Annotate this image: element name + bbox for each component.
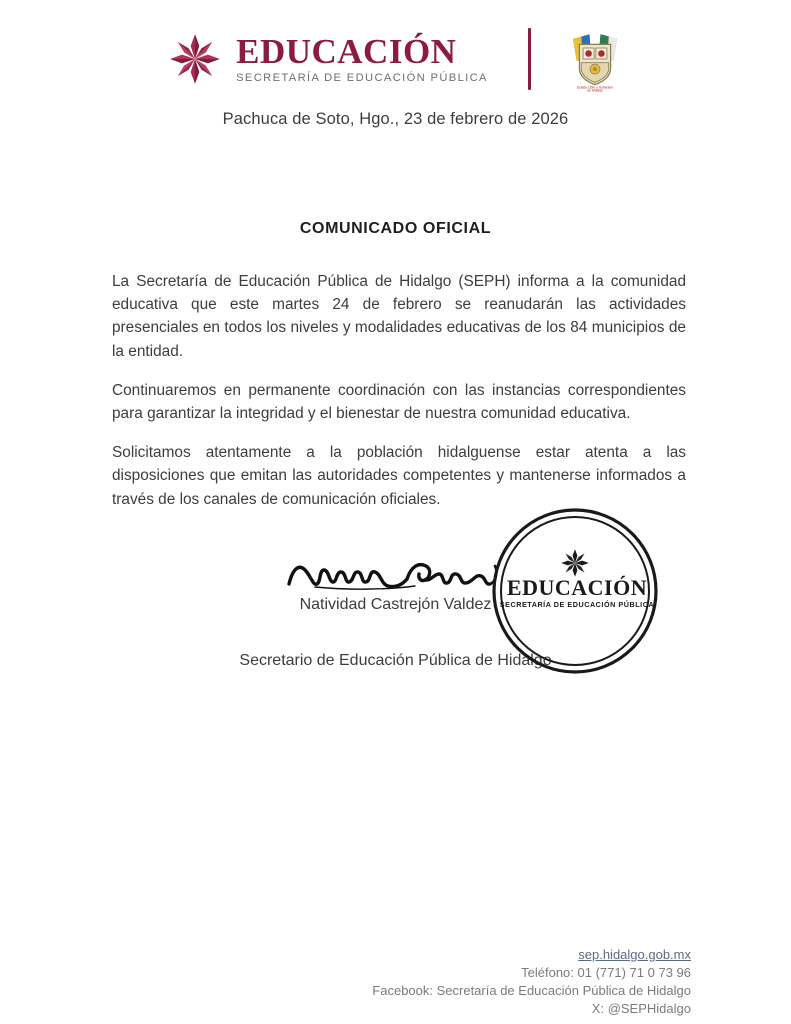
- signer-title: Secretario de Educación Pública de Hidalgo: [239, 652, 552, 669]
- signer-name: Natividad Castrejón Valdez: [299, 596, 492, 613]
- paragraph: La Secretaría de Educación Pública de Hidalgo (SEPH) informa a la comunidad educativa que este martes 24 de febrero se reanudarán las actividades presenciales en todos los niveles y modalidades educativas de los 84 municipios de la entidad.: [112, 273, 686, 360]
- educacion-star-logo: [168, 32, 222, 86]
- stamp-wordmark-main: EDUCACIÓN: [506, 575, 648, 600]
- wordmark-secretaria: SECRETARÍA DE EDUCACIÓN PÚBLICA: [236, 71, 488, 84]
- document-footer: [372, 946, 691, 1018]
- document-title: COMUNICADO OFICIAL: [299, 220, 492, 237]
- paragraph: Solicitamos atentamente a la población hidalguense estar atenta a las disposiciones que emitan las autoridades competentes y mantenerse informados a través de los canales de comunicación oficiales.: [112, 444, 686, 508]
- document-header: [0, 18, 791, 100]
- footer-website-link[interactable]: sep.hidalgo.gob.mx: [578, 947, 691, 962]
- sep-wordmark: [236, 34, 488, 84]
- hidalgo-state-seal: [567, 26, 623, 92]
- svg-text:de Hidalgo: de Hidalgo: [586, 88, 603, 92]
- handwritten-signature: [285, 554, 510, 600]
- official-round-stamp: [489, 505, 661, 677]
- sep-brand-lockup: [168, 26, 623, 92]
- footer-phone: Teléfono: 01 (771) 71 0 73 96: [521, 965, 691, 980]
- svg-text:Estado Libre y Soberano: Estado Libre y Soberano: [576, 85, 614, 90]
- brand-divider: [528, 28, 531, 90]
- paragraph: Continuaremos en permanente coordinación con las instancias correspondientes para garantizar la integridad y el bienestar de nuestra comunidad educativa.: [112, 381, 686, 423]
- date-line: Pachuca de Soto, Hgo., 23 de febrero de 2026: [222, 110, 569, 128]
- footer-x-handle: X: @SEPHidalgo: [591, 1001, 691, 1016]
- wordmark-educacion: EDUCACIÓN: [236, 32, 457, 72]
- document-body: [112, 270, 686, 511]
- footer-facebook: Facebook: Secretaría de Educación Pública de Hidalgo: [372, 983, 691, 998]
- stamp-wordmark-sub: SECRETARÍA DE EDUCACIÓN PÚBLICA: [499, 600, 655, 609]
